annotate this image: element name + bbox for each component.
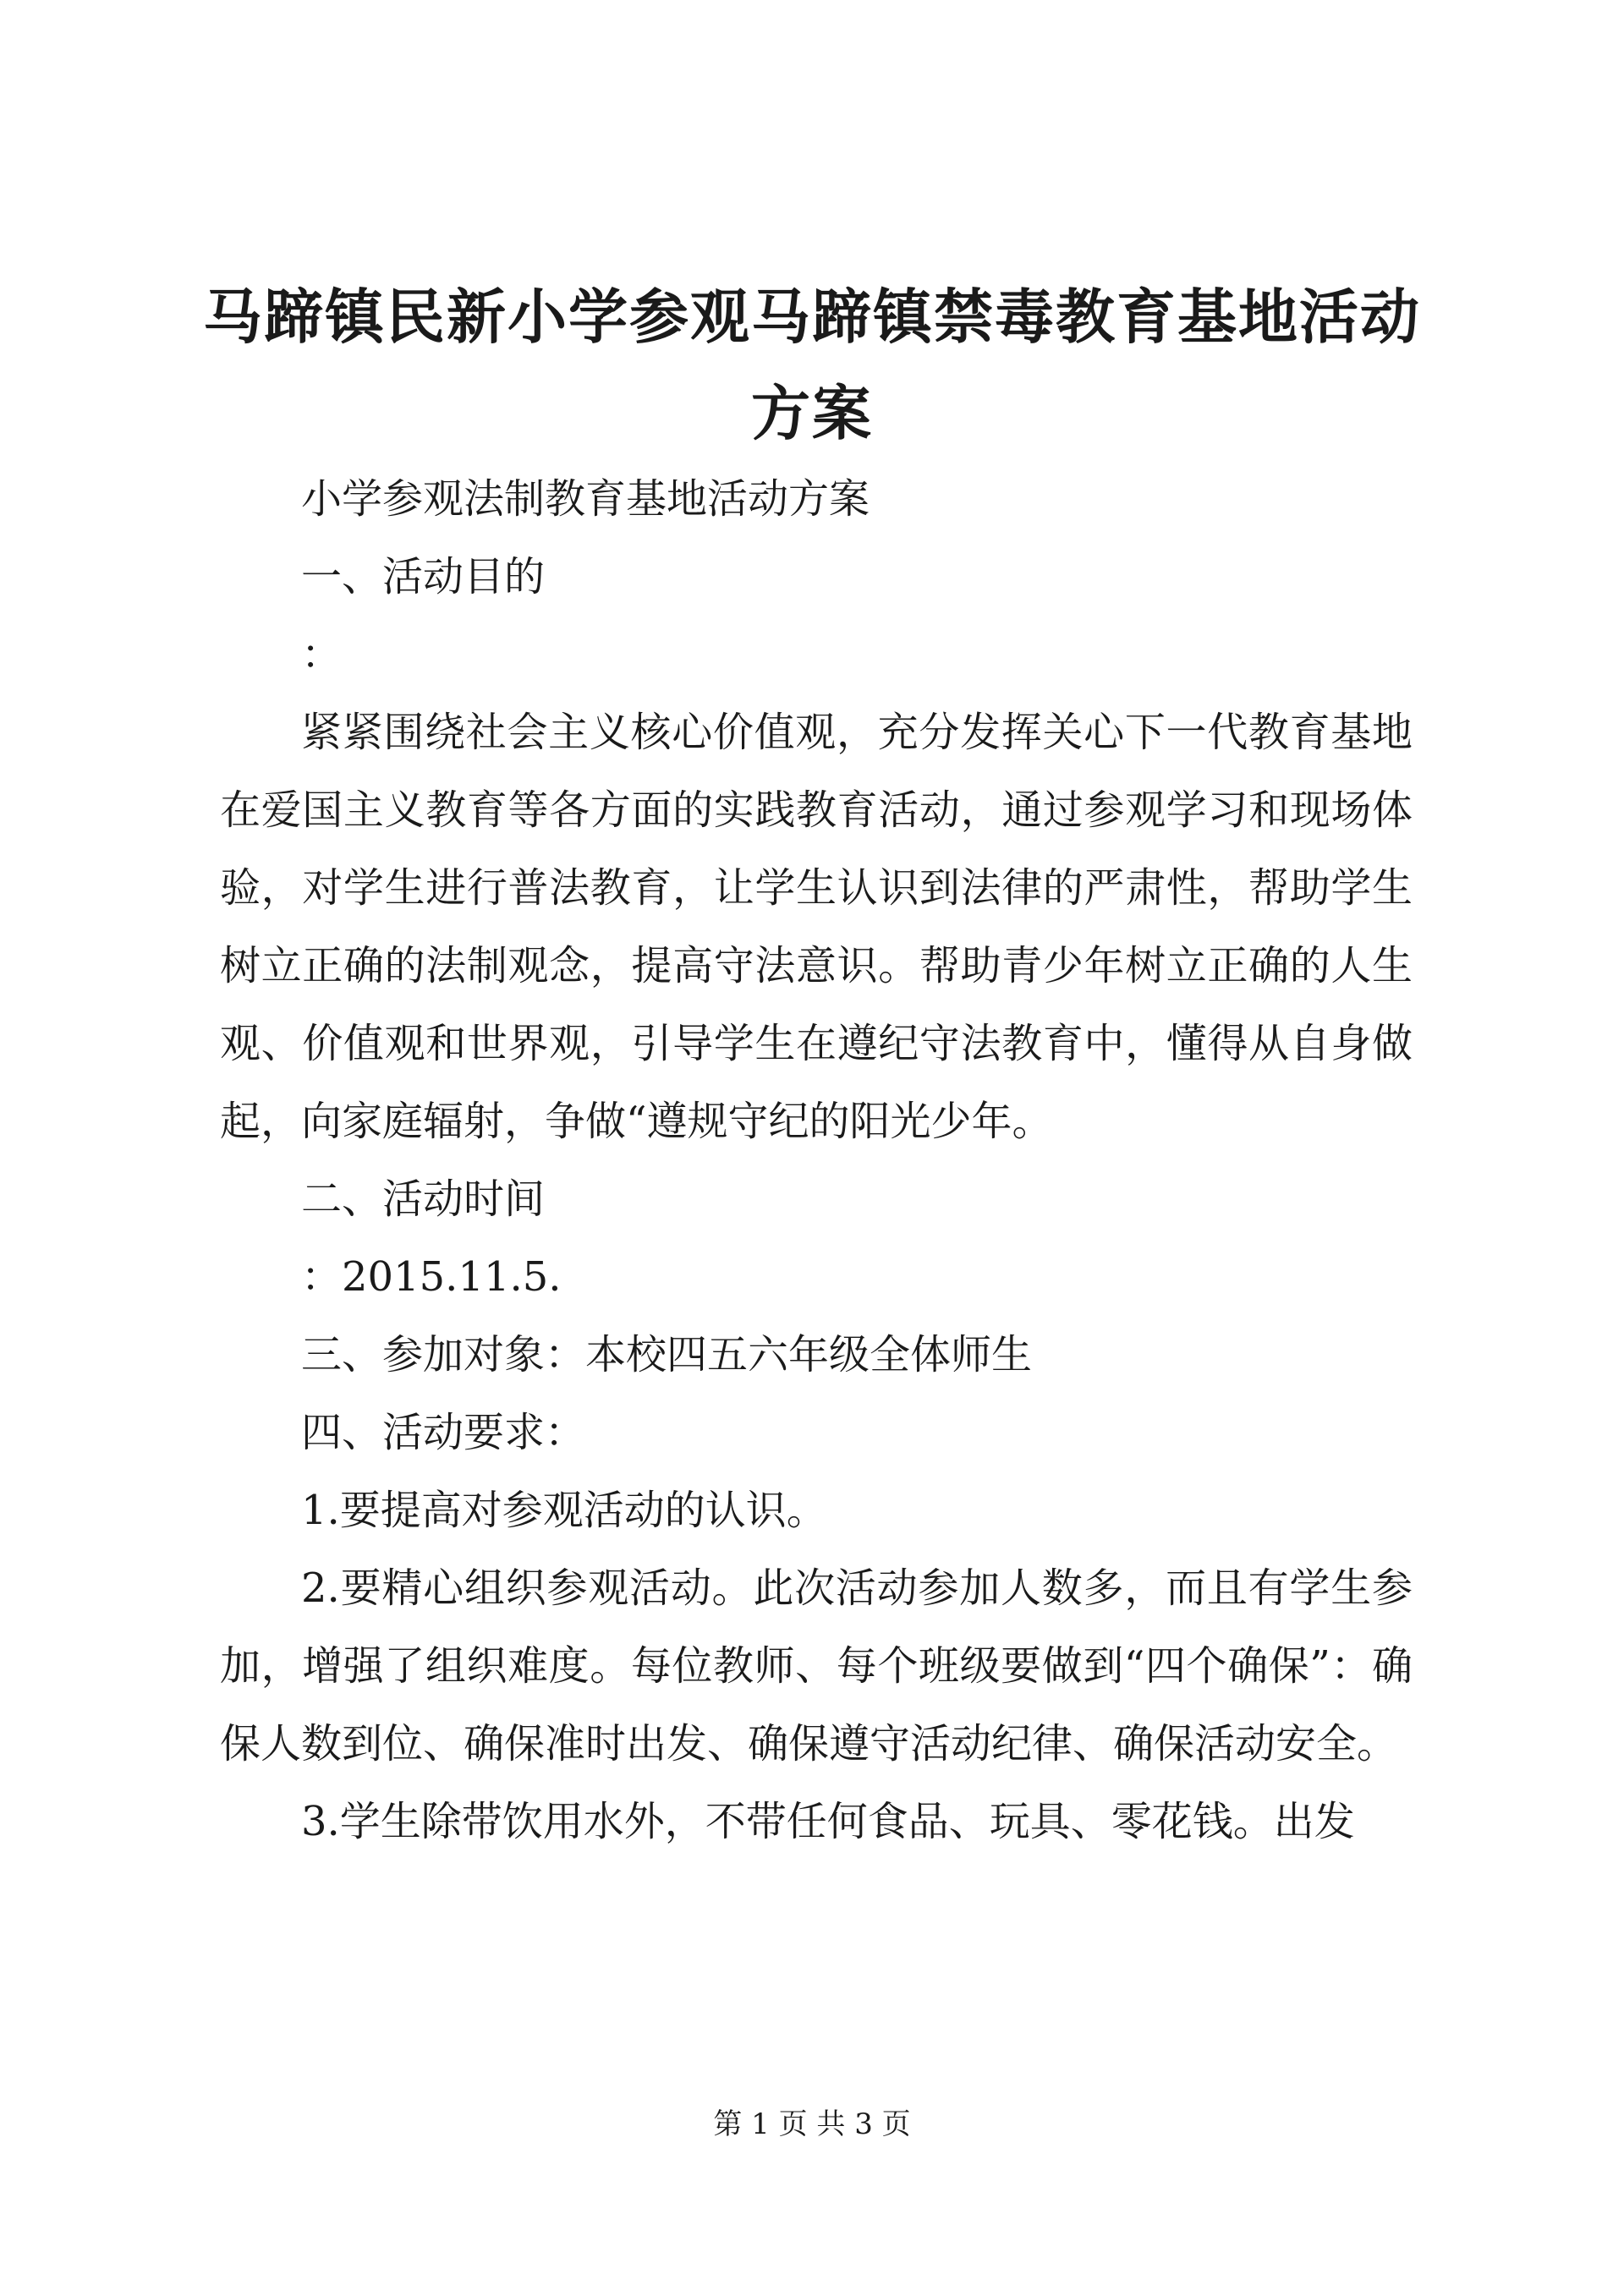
section-heading-requirements: 四、活动要求： xyxy=(301,1409,586,1456)
document-body xyxy=(220,460,1413,1860)
paragraph-purpose: 紧紧围绕社会主义核心价值观，充分发挥关心下一代教育基地在爱国主义教育等各方面的实践教育活动，通过参观学习和现场体验，对学生进行普法教育，让学生认识到法律的严肃性，帮助学生树立正确的法制观念，提高守法意识。帮助青少年树立正确的人生观、价值观和世界观，引导学生在遵纪守法教育中，懂得从自身做起，向家庭辐射，争做“遵规守纪的阳光少年。 xyxy=(220,709,1413,1145)
section-heading-time: 二、活动时间 xyxy=(301,1175,546,1223)
requirement-item-2: 2.要精心组织参观活动。此次活动参加人数多，而且有学生参加，增强了组织难度。每位教师、每个班级要做到“四个确保”：确保人数到位、确保准时出发、确保遵守活动纪律、确保活动安全。 xyxy=(220,1564,1413,1767)
requirement-item-1: 1.要提高对参观活动的认识。 xyxy=(301,1487,827,1534)
document-title: 马蹄镇民新小学参观马蹄镇禁毒教育基地活动方案 xyxy=(203,282,1421,448)
requirement-item-3: 3.学生除带饮用水外，不带任何食品、玩具、零花钱。出发 xyxy=(301,1798,1355,1845)
paragraph-subtitle: 小学参观法制教育基地活动方案 xyxy=(301,475,870,523)
section-heading-participants: 三、参加对象：本校四五六年级全体师生 xyxy=(301,1331,1033,1378)
paragraph-colon: ： xyxy=(301,631,343,678)
paragraph-date: ：2015.11.5. xyxy=(301,1253,562,1301)
page-footer: 第 1 页 共 3 页 xyxy=(713,2107,911,2141)
section-heading-purpose: 一、活动目的 xyxy=(301,553,546,600)
